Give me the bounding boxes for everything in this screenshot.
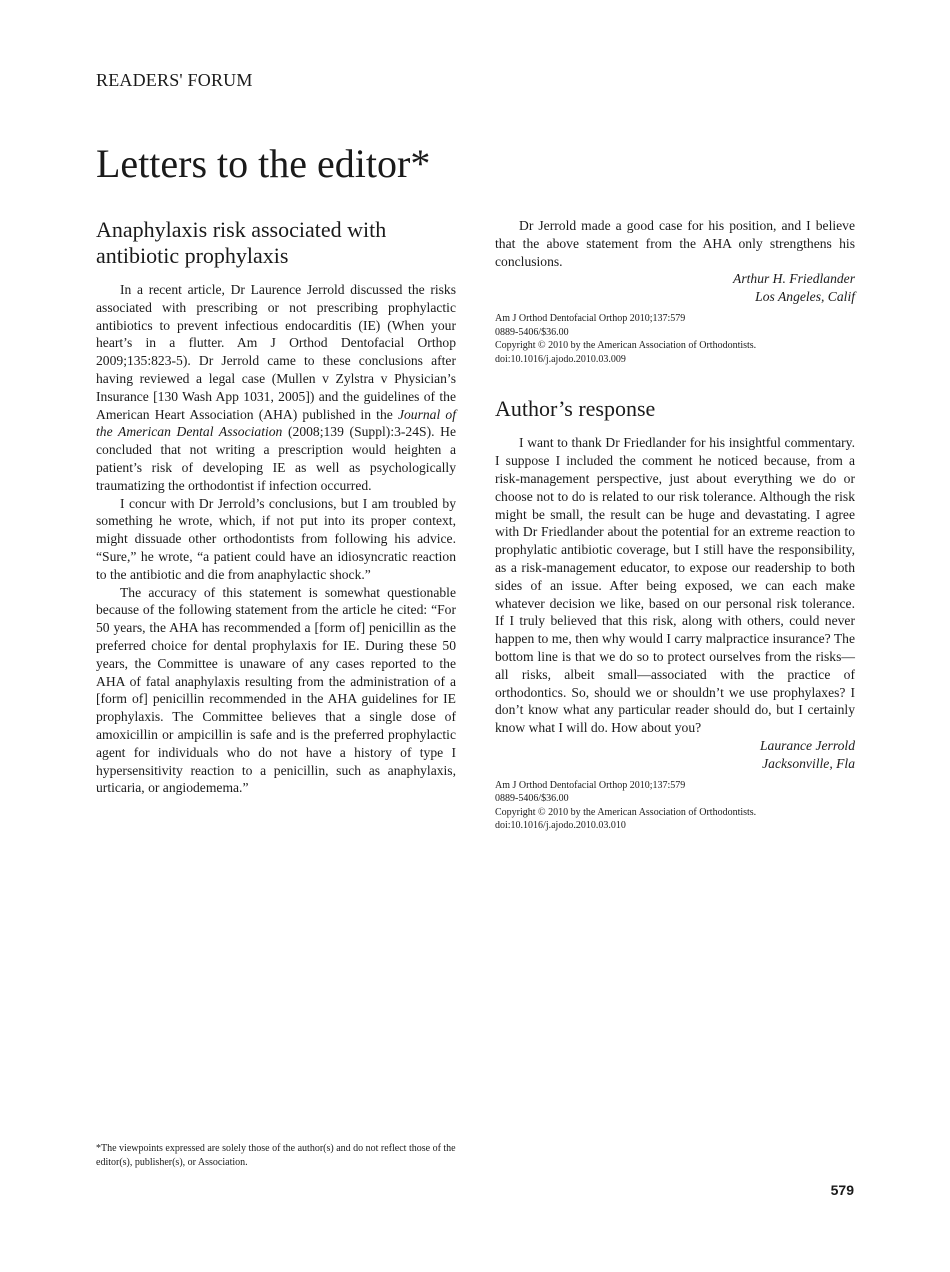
- article-meta: [495, 779, 855, 833]
- issn: 0889-5406/$36.00: [495, 793, 569, 805]
- copyright: Copyright © 2010 by the American Association of Orthodontists.: [495, 340, 757, 352]
- page-number: 579: [830, 1182, 854, 1198]
- article-meta: [495, 312, 855, 366]
- issn: 0889-5406/$36.00: [495, 326, 569, 338]
- left-column: [96, 217, 456, 797]
- page-title: Letters to the editor*: [96, 141, 431, 186]
- doi: doi:10.1016/j.ajodo.2010.03.009: [495, 353, 626, 365]
- letter-paragraph: In a recent article, Dr Laurence Jerrold discussed the risks associated with prescribing or not prescribing prophylactic antibiotics to prevent infectious endocarditis (IE) (When your heart’s in a flutter. Am J Orthod Dentofacial Orthop 2009;135:823-5). Dr Jerrold came to these conclusions after having reviewed a legal case (Mullen v Zylstra v Physician’s Insurance [130 Wash App 1031, 2005]) and the guidelines of the American Heart Association (AHA) published in the Journal of the American Dental Association (2008;139 (Suppl):3-24S). He concluded that not writing a prescription would heighten a patient’s risk of developing IE as well as psychologically traumatizing the orthodontist if infection occurred.: [96, 282, 457, 493]
- letter-paragraph: The accuracy of this statement is somewhat questionable because of the following statement from the article he cited: “For 50 years, the AHA has recommended a [form of] penicillin as the preferred choice for dental prophylaxis for IE. During these 50 years, the Committee is unaware of any cases reported to the AHA of fatal anaphylaxis resulting from the administration of a [form of] penicillin recommended in the AHA guidelines for IE prophylaxis. The Committee believes that a single dose of amoxicillin or ampicillin is safe and is the preferred prophylactic agent for individuals who do not have a history of type I hypersensitivity reaction to a penicillin, such as anaphylaxis, urticaria, or angiodemema.”: [96, 584, 456, 796]
- author-location: Jacksonville, Fla: [762, 755, 855, 771]
- section-label: READERS' FORUM: [96, 70, 253, 90]
- copyright: Copyright © 2010 by the American Association of Orthodontists.: [495, 806, 757, 818]
- citation: Am J Orthod Dentofacial Orthop 2010;137:579: [495, 313, 686, 325]
- letter-paragraph: I concur with Dr Jerrold’s conclusions, but I am troubled by something he wrote, which, if not put into its proper context, might dissuade other orthodontists from following his advice. “Sure,” he wrote, “a patient could have an idiosyncratic reaction to the antibiotic and die from anaphylactic shock.”: [96, 495, 456, 582]
- right-column: [495, 217, 855, 833]
- response-paragraph: I want to thank Dr Friedlander for his insightful commentary. I suppose I included the comment he noticed because, from a risk-management perspective, just about everything we do or choose not to do is related to our risk tolerance. Although the risk might be small, the result can be huge and devastating. I agree with Dr Friedlander about the potential for an extreme reaction to prophylatic antibiotic coverage, but I still have the responsibility, as a risk-management educator, to expose our readership to both sides of an issue. After being exposed, we can each make whatever decision we like, based on our personal risk tolerance. If I truly believed that this risk, along with others, could never happen to me, then why would I carry malpractice insurance? The bottom line is that we do so to protect ourselves from the risks—all risks, albeit small—associated with the practice of orthodontics. So, should we or shouldn’t we use prophylaxes? I don’t know what any particular reader should do, but I certainly know what I will do. How about you?: [495, 435, 855, 736]
- footnote: *The viewpoints expressed are solely those of the author(s) and do not reflect those of the editor(s), publisher(s), or Association.: [96, 1143, 456, 1168]
- letter-paragraph: Dr Jerrold made a good case for his position, and I believe that the above statement from the AHA only strengthens his conclusions.: [495, 218, 855, 269]
- doi: doi:10.1016/j.ajodo.2010.03.010: [495, 820, 626, 832]
- author-location: Los Angeles, Calif: [755, 289, 855, 305]
- citation: Am J Orthod Dentofacial Orthop 2010;137:579: [495, 779, 686, 791]
- author-name: Laurance Jerrold: [759, 737, 855, 753]
- response-heading: Author’s response: [495, 396, 656, 422]
- author-name: Arthur H. Friedlander: [733, 271, 855, 287]
- journal-title: Journal of the American Dental Association: [96, 406, 456, 440]
- letter-heading: Anaphylaxis risk associated with antibiotic prophylaxis: [96, 217, 387, 268]
